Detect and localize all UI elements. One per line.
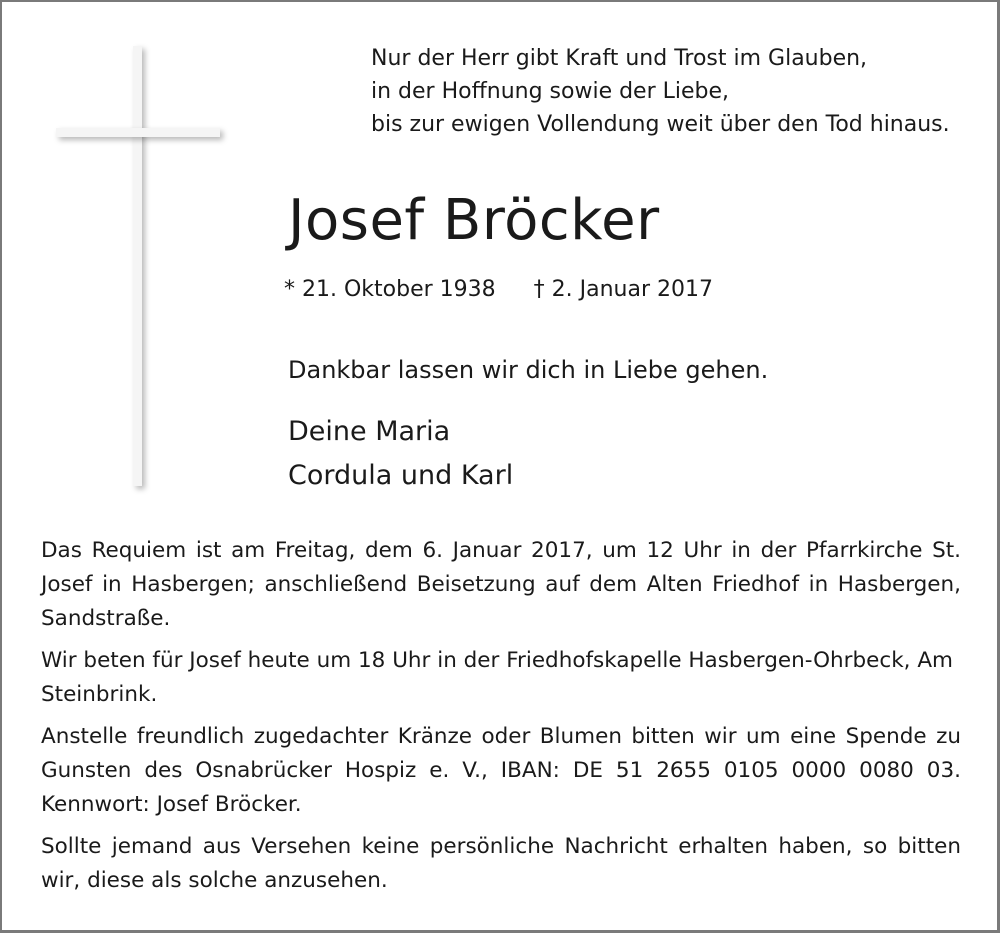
notice-paragraph: Sollte jemand aus Versehen keine persönliche Nachricht erhalten haben, so bitten wir, diese als solche anzusehen. bbox=[41, 834, 961, 893]
cross-horizontal-beam bbox=[56, 128, 220, 137]
family-member: Cordula und Karl bbox=[288, 460, 514, 491]
family-signature bbox=[288, 410, 513, 498]
donation-paragraph: Anstelle freundlich zugedachter Kränze oder Blumen bitten wir um eine Spende zu Gunsten des Osnabrücker Hospiz e. V., IBAN: DE 51 2655 0105 0000 0080 03. Kennwort: Josef Bröcker. bbox=[41, 724, 961, 817]
family-member: Deine Maria bbox=[288, 416, 451, 447]
birth-date: * 21. Oktober 1938 bbox=[284, 277, 496, 302]
life-dates bbox=[284, 274, 713, 306]
deceased-name: Josef Bröcker bbox=[288, 188, 660, 253]
verse bbox=[371, 42, 950, 141]
cross-icon bbox=[56, 46, 222, 490]
verse-line: Nur der Herr gibt Kraft und Trost im Glauben, bbox=[371, 46, 868, 71]
verse-line: in der Hoffnung sowie der Liebe, bbox=[371, 79, 730, 104]
requiem-paragraph: Das Requiem ist am Freitag, dem 6. Januar 2017, um 12 Uhr in der Pfarrkirche St. Josef in Hasbergen; anschließend Beisetzung auf dem Alten Friedhof in Hasbergen, Sandstraße. bbox=[41, 538, 961, 631]
prayer-paragraph: Wir beten für Josef heute um 18 Uhr in der Friedhofskapelle Hasbergen-Ohrbeck, Am Steinbrink. bbox=[41, 648, 953, 707]
verse-line: bis zur ewigen Vollendung weit über den Tod hinaus. bbox=[371, 112, 950, 137]
cross-vertical-beam bbox=[133, 46, 142, 486]
farewell-line: Dankbar lassen wir dich in Liebe gehen. bbox=[288, 356, 769, 384]
notice-body bbox=[41, 534, 961, 906]
death-date: † 2. Januar 2017 bbox=[533, 277, 713, 302]
